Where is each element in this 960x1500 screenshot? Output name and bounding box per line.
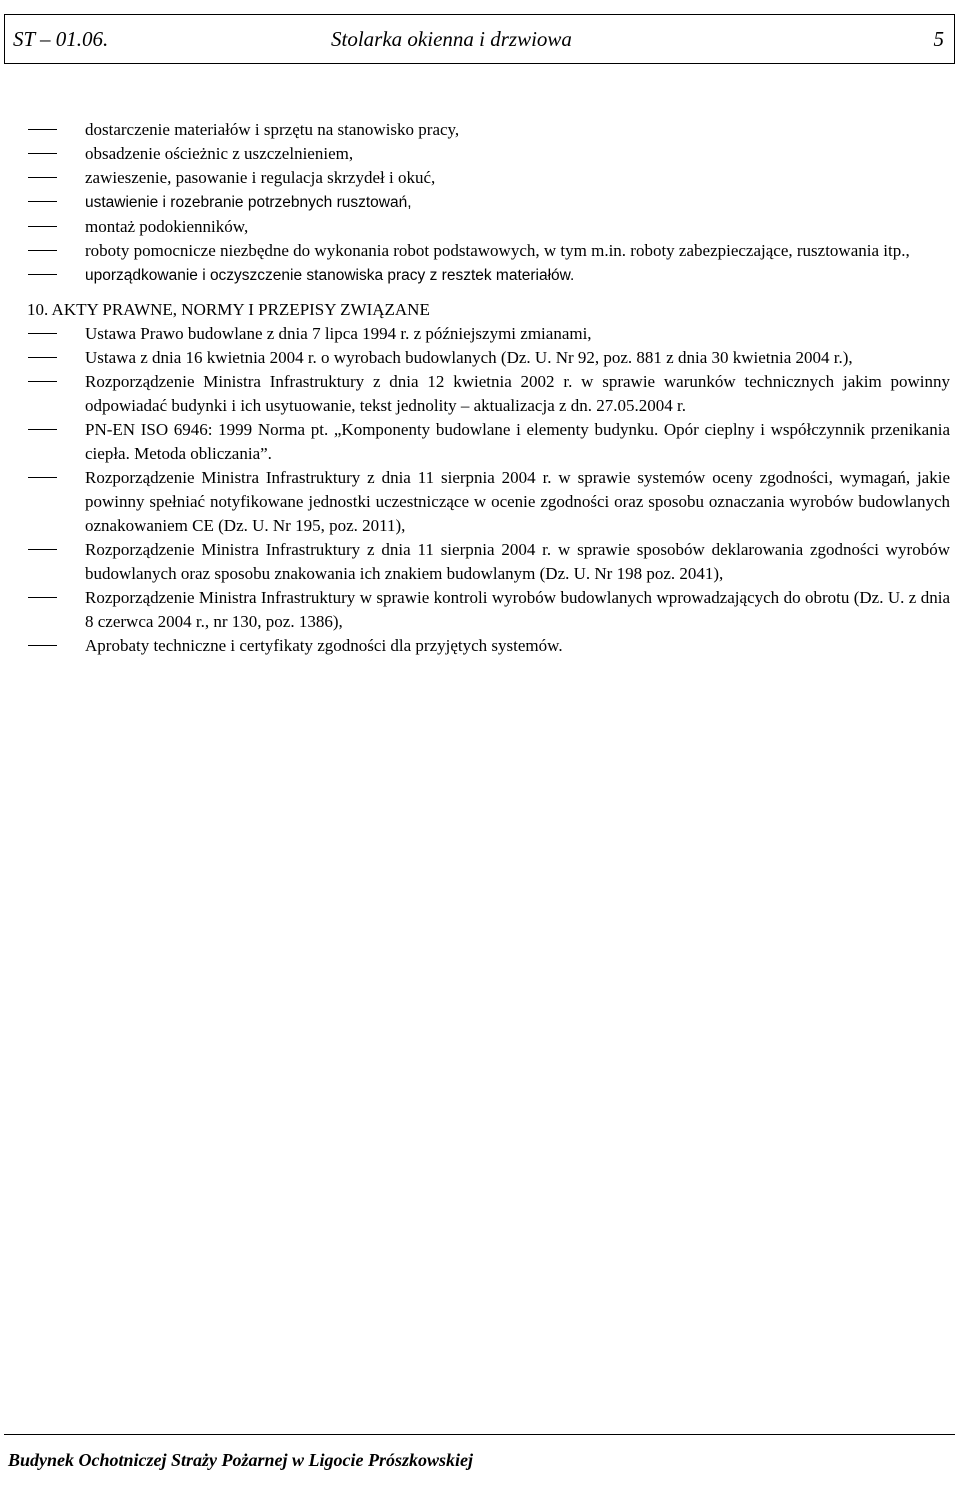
dash-bullet <box>28 597 57 598</box>
legal-acts-list <box>0 322 960 658</box>
dash-bullet <box>28 333 57 334</box>
dash-bullet <box>28 177 57 178</box>
footer-text: Budynek Ochotniczej Straży Pożarnej w Ligocie Prószkowskiej <box>8 1450 474 1470</box>
list-item: Rozporządzenie Ministra Infrastruktury z dnia 11 sierpnia 2004 r. w sprawie sposobów deklarowania zgodności wyrobów budowlanych oraz sposobu znakowania ich znakiem budowlanym (Dz. U. Nr 198 poz. 2041), <box>0 538 960 586</box>
dash-bullet <box>28 381 57 382</box>
list-item: PN-EN ISO 6946: 1999 Norma pt. „Komponenty budowlane i elementy budynku. Opór cieplny i współczynnik przenikania ciepła. Metoda obliczania”. <box>0 418 960 466</box>
list-item: Rozporządzenie Ministra Infrastruktury w sprawie kontroli wyrobów budowlanych wprowadzających do obrotu (Dz. U. z dnia 8 czerwca 2004 r., nr 130, poz. 1386), <box>0 586 960 634</box>
list-item: ustawienie i rozebranie potrzebnych rusztowań, <box>0 190 960 215</box>
dash-bullet <box>28 226 57 227</box>
dash-bullet <box>28 274 57 275</box>
page-content <box>0 118 960 658</box>
document-code: ST – 01.06. <box>13 27 109 51</box>
list-item: Rozporządzenie Ministra Infrastruktury z dnia 12 kwietnia 2002 r. w sprawie warunków technicznych jakim powinny odpowiadać budynki i ich usytuowanie, tekst jednolity – aktualizacja z dn. 27.05.2004 r. <box>0 370 960 418</box>
list-item: uporządkowanie i oczyszczenie stanowiska pracy z resztek materiałów. <box>0 263 960 288</box>
list-item: roboty pomocnicze niezbędne do wykonania robot podstawowych, w tym m.in. roboty zabezpieczające, rusztowania itp., <box>0 239 960 263</box>
dash-bullet <box>28 129 57 130</box>
dash-bullet <box>28 549 57 550</box>
section-heading: 10. AKTY PRAWNE, NORMY I PRZEPISY ZWIĄZANE <box>27 300 430 319</box>
dash-bullet <box>28 429 57 430</box>
list-item: Ustawa Prawo budowlane z dnia 7 lipca 1994 r. z późniejszymi zmianami, <box>0 322 960 346</box>
list-item: dostarczenie materiałów i sprzętu na stanowisko pracy, <box>0 118 960 142</box>
list-item: montaż podokienników, <box>0 215 960 239</box>
list-item: Aprobaty techniczne i certyfikaty zgodności dla przyjętych systemów. <box>0 634 960 658</box>
footer-divider <box>4 1434 955 1435</box>
page-number: 5 <box>933 27 944 51</box>
page-header <box>4 14 955 64</box>
dash-bullet <box>28 153 57 154</box>
dash-bullet <box>28 250 57 251</box>
list-item: Ustawa z dnia 16 kwietnia 2004 r. o wyrobach budowlanych (Dz. U. Nr 92, poz. 881 z dnia 30 kwietnia 2004 r.), <box>0 346 960 370</box>
dash-bullet <box>28 477 57 478</box>
list-item: Rozporządzenie Ministra Infrastruktury z dnia 11 sierpnia 2004 r. w sprawie systemów oceny zgodności, wymagań, jakie powinny spełniać notyfikowane jednostki uczestniczące w ocenie zgodności oraz sposobu oznaczania wyrobów budowlanych oznakowaniem CE (Dz. U. Nr 195, poz. 2011), <box>0 466 960 538</box>
dash-bullet <box>28 645 57 646</box>
list-item: zawieszenie, pasowanie i regulacja skrzydeł i okuć, <box>0 166 960 190</box>
document-title: Stolarka okienna i drzwiowa <box>331 27 572 51</box>
dash-bullet <box>28 357 57 358</box>
dash-bullet <box>28 201 57 202</box>
work-items-list <box>0 118 960 288</box>
list-item: obsadzenie ościeżnic z uszczelnieniem, <box>0 142 960 166</box>
